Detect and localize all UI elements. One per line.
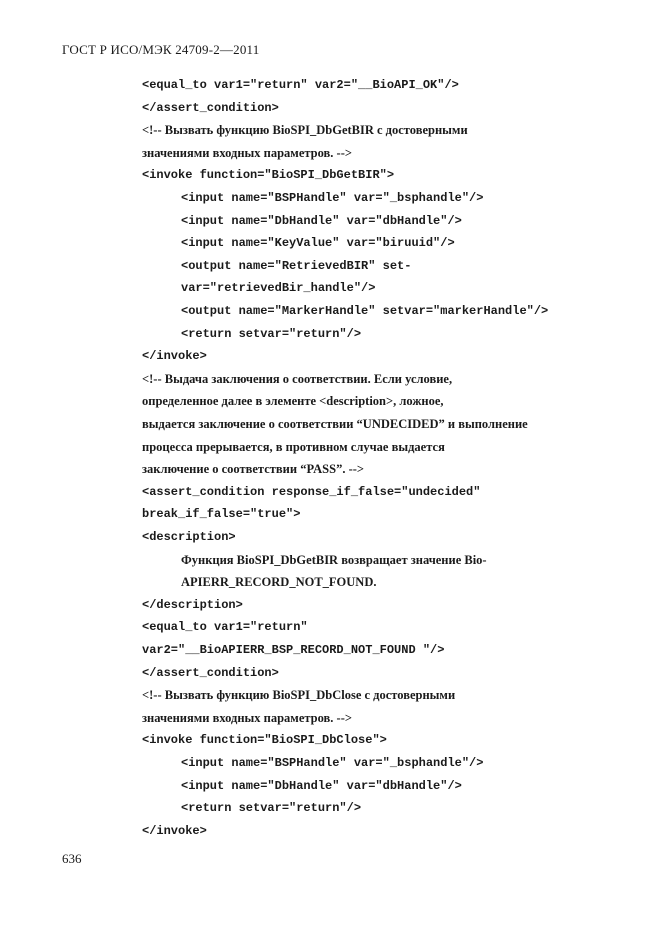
code-line: <return setvar="return"/> [181, 801, 362, 816]
comment-line: значениями входных параметров. --> [142, 710, 353, 725]
code-line: </invoke> [142, 349, 207, 364]
comment-line: значениями входных параметров. --> [142, 145, 353, 160]
comment-line: выдается заключение о соответствии “UNDECIDED” и выполнение [142, 417, 528, 431]
comment-line: <!-- Вызвать функцию BioSPI_DbClose с достоверными [142, 688, 456, 703]
code-line: var="retrievedBir_handle"/> [181, 281, 376, 296]
code-line: <output name="RetrievedBIR" set- [181, 258, 412, 273]
page-number: 636 [62, 851, 82, 866]
code-line: <invoke function="BioSPI_DbClose"> [142, 733, 387, 748]
code-line: </assert_condition> [142, 665, 279, 680]
code-line: <input name="KeyValue" var="biruuid"/> [181, 236, 455, 251]
description-text-line: Функция BioSPI_DbGetBIR возвращает значение Bio- [181, 552, 487, 567]
comment-line: <!-- Вызвать функцию BioSPI_DbGetBIR с достоверными [142, 123, 468, 138]
code-line: <description> [142, 530, 236, 544]
code-line: <input name="BSPHandle" var="_bsphandle"/> [181, 756, 484, 770]
code-line: break_if_false="true"> [142, 507, 301, 522]
page-header: ГОСТ Р ИСО/МЭК 24709-2—2011 [62, 42, 260, 57]
code-line: <output name="MarkerHandle" setvar="markerHandle"/> [181, 304, 549, 318]
code-line: <return setvar="return"/> [181, 326, 362, 341]
code-line: <assert_condition response_if_false="undecided" [142, 484, 481, 499]
comment-line: <!-- Выдача заключения о соответствии. Если условие, [142, 371, 453, 386]
code-line: <invoke function="BioSPI_DbGetBIR"> [142, 168, 395, 183]
code-line: </assert_condition> [142, 100, 279, 115]
code-line: <equal_to var1="return" var2="__BioAPI_OK"/> [142, 78, 459, 92]
code-line: <input name="BSPHandle" var="_bsphandle"/> [181, 191, 484, 205]
code-line: <input name="DbHandle" var="dbHandle"/> [181, 778, 462, 793]
comment-line: заключение о соответствии “PASS”. --> [142, 462, 365, 477]
code-line: </invoke> [142, 823, 207, 838]
code-line: <equal_to var1="return" [142, 620, 308, 635]
code-line: var2="__BioAPIERR_BSP_RECORD_NOT_FOUND "/> [142, 643, 445, 657]
comment-line: определенное далее в элементе <description>, ложное, [142, 394, 444, 409]
code-line: </description> [142, 597, 243, 612]
comment-line: процесса прерывается, в противном случае выдается [142, 439, 445, 454]
code-line: <input name="DbHandle" var="dbHandle"/> [181, 213, 462, 228]
description-text-line: APIERR_RECORD_NOT_FOUND. [181, 575, 377, 590]
